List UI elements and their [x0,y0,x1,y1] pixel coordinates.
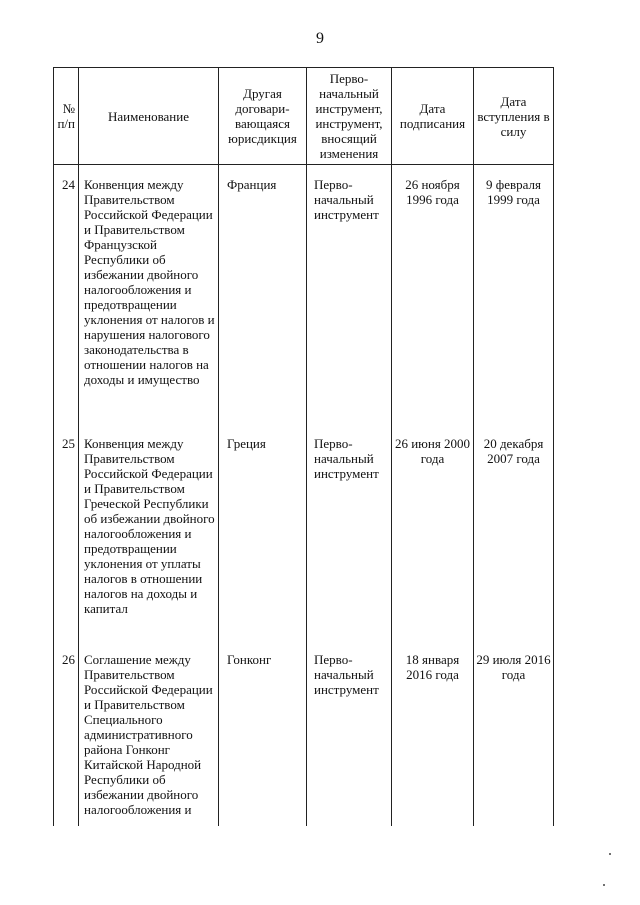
agreements-table [53,67,554,826]
row-num: 24 [54,165,79,425]
header-signed: Дата подписания [392,68,474,165]
header-instrument: Перво-начальный инструмент, инструмент, вносящий изменения [307,68,392,165]
row-jurisdiction: Гонконг [219,640,307,826]
row-in-force: 9 февраля 1999 года [474,165,554,425]
header-in-force: Дата вступления в силу [474,68,554,165]
header-name: Наименование [79,68,219,165]
header-jurisdiction: Другая договари-вающаяся юрисдикция [219,68,307,165]
row-jurisdiction: Греция [219,424,307,640]
row-name: Соглашение между Правительством Российской Федерации и Правительством Специального административного района Гонконг Китайской Народной Республики об избежании двойного налогообложения и [79,640,219,826]
row-jurisdiction: Франция [219,165,307,425]
table-header-row [54,68,554,165]
row-instrument: Перво-начальный инструмент [307,640,392,826]
row-signed: 18 января 2016 года [392,640,474,826]
row-name: Конвенция между Правительством Российской Федерации и Правительством Греческой Республики об избежании двойного налогообложения и предотвращении уклонения от уплаты налогов в отношении налогов на доходы и капитал [79,424,219,640]
table-row [54,165,554,425]
row-instrument: Перво-начальный инструмент [307,165,392,425]
table-row [54,424,554,640]
row-signed: 26 июня 2000 года [392,424,474,640]
row-num: 26 [54,640,79,826]
row-signed: 26 ноября 1996 года [392,165,474,425]
scan-speck [609,853,611,855]
page-number: 9 [316,30,324,47]
row-num: 25 [54,424,79,640]
row-name: Конвенция между Правительством Российской Федерации и Правительством Французской Республики об избежании двойного налогообложения и предотвращении уклонения от налогов и нарушения налогового законодательства в отношении налогов на доходы и имущество [79,165,219,425]
row-in-force: 20 декабря 2007 года [474,424,554,640]
scan-speck [603,884,605,886]
row-instrument: Перво-начальный инструмент [307,424,392,640]
table-row [54,640,554,826]
row-in-force: 29 июля 2016 года [474,640,554,826]
header-num: № п/п [54,68,79,165]
